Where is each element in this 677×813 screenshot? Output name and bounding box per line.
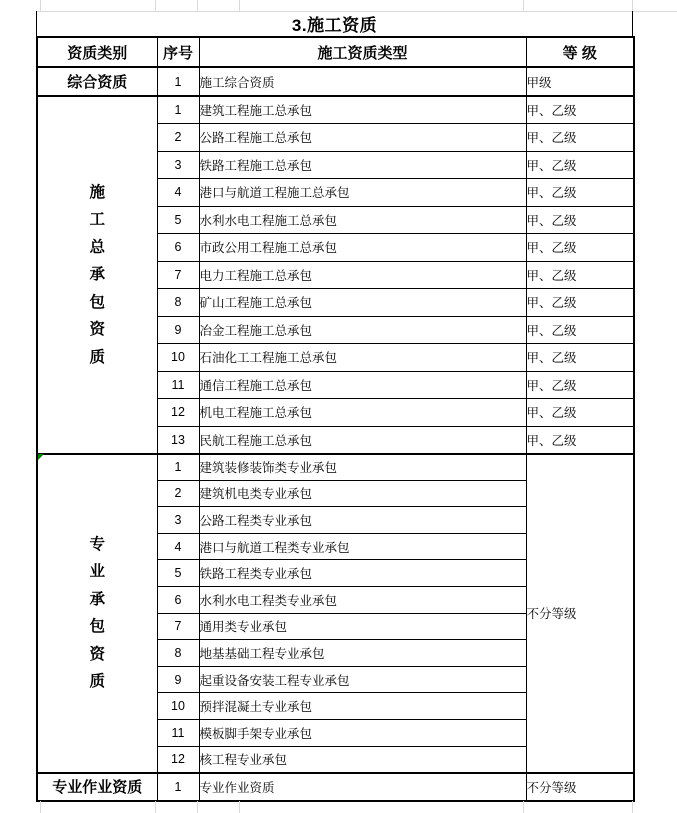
cell-seq[interactable]: 1 xyxy=(157,96,199,124)
cell-grade[interactable]: 甲、乙级 xyxy=(526,289,634,317)
cell-seq[interactable]: 5 xyxy=(157,560,199,587)
cell-seq[interactable]: 6 xyxy=(157,234,199,262)
cell-grade[interactable]: 甲、乙级 xyxy=(526,344,634,372)
cell-type[interactable]: 市政公用工程施工总承包 xyxy=(199,234,526,262)
cell-grade[interactable]: 甲、乙级 xyxy=(526,371,634,399)
cell-seq[interactable]: 1 xyxy=(157,773,199,801)
cell-type[interactable]: 港口与航道工程类专业承包 xyxy=(199,533,526,560)
cell-seq[interactable]: 7 xyxy=(157,613,199,640)
cell-type[interactable]: 电力工程施工总承包 xyxy=(199,261,526,289)
cell-grade[interactable]: 甲、乙级 xyxy=(526,151,634,179)
cell-seq[interactable]: 3 xyxy=(157,507,199,534)
cell-category[interactable]: 专业作业资质 xyxy=(37,773,157,801)
cell-grade[interactable]: 甲、乙级 xyxy=(526,234,634,262)
cell-type[interactable]: 民航工程施工总承包 xyxy=(199,426,526,454)
cell-seq[interactable]: 11 xyxy=(157,371,199,399)
cell-type[interactable]: 起重设备安装工程专业承包 xyxy=(199,666,526,693)
cell-type[interactable]: 建筑工程施工总承包 xyxy=(199,96,526,124)
cell-seq[interactable]: 9 xyxy=(157,666,199,693)
cell-seq[interactable]: 8 xyxy=(157,289,199,317)
grid-line xyxy=(632,801,633,813)
cell-type[interactable]: 港口与航道工程施工总承包 xyxy=(199,179,526,207)
col-header-type[interactable]: 施工资质类型 xyxy=(199,37,526,67)
cell-grade[interactable]: 不分等级 xyxy=(526,773,634,801)
header-row xyxy=(37,37,634,67)
comment-marker-icon xyxy=(38,454,44,460)
grid-line xyxy=(155,801,156,813)
cell-seq[interactable]: 9 xyxy=(157,316,199,344)
grid-line xyxy=(40,801,41,813)
cell-type[interactable]: 核工程专业承包 xyxy=(199,746,526,773)
grid-line xyxy=(239,801,240,813)
cell-type[interactable]: 专业作业资质 xyxy=(199,773,526,801)
cell-seq[interactable]: 6 xyxy=(157,586,199,613)
cell-seq[interactable]: 5 xyxy=(157,206,199,234)
cell-type[interactable]: 石油化工工程施工总承包 xyxy=(199,344,526,372)
cell-category-specialized[interactable] xyxy=(37,454,157,773)
cell-type[interactable]: 铁路工程类专业承包 xyxy=(199,560,526,587)
cell-grade[interactable]: 甲、乙级 xyxy=(526,96,634,124)
col-header-grade[interactable]: 等 级 xyxy=(526,37,634,67)
cell-type[interactable]: 预拌混凝土专业承包 xyxy=(199,693,526,720)
cell-type[interactable]: 水利水电工程类专业承包 xyxy=(199,586,526,613)
cell-seq[interactable]: 1 xyxy=(157,67,199,96)
cell-type[interactable]: 通用类专业承包 xyxy=(199,613,526,640)
cell-grade-merged[interactable]: 不分等级 xyxy=(526,454,634,773)
cell-type[interactable]: 公路工程施工总承包 xyxy=(199,124,526,152)
grid-line xyxy=(523,0,524,11)
cell-seq[interactable]: 10 xyxy=(157,344,199,372)
cell-seq[interactable]: 2 xyxy=(157,480,199,507)
cell-type[interactable]: 铁路工程施工总承包 xyxy=(199,151,526,179)
grid-line xyxy=(632,0,633,11)
cell-seq[interactable]: 1 xyxy=(157,454,199,481)
cell-seq[interactable]: 12 xyxy=(157,399,199,427)
col-header-seq[interactable]: 序号 xyxy=(157,37,199,67)
cell-grade[interactable]: 甲、乙级 xyxy=(526,206,634,234)
cell-seq[interactable]: 4 xyxy=(157,533,199,560)
grid-line xyxy=(197,801,198,813)
cell-seq[interactable]: 3 xyxy=(157,151,199,179)
cell-seq[interactable]: 2 xyxy=(157,124,199,152)
cell-grade[interactable]: 甲级 xyxy=(526,67,634,96)
cell-type[interactable]: 公路工程类专业承包 xyxy=(199,507,526,534)
table-row xyxy=(37,96,634,124)
cell-seq[interactable]: 7 xyxy=(157,261,199,289)
cell-grade[interactable]: 甲、乙级 xyxy=(526,399,634,427)
cell-category-general[interactable] xyxy=(37,96,157,454)
table-title[interactable]: 3.施工资质 xyxy=(36,11,633,36)
cell-seq[interactable]: 12 xyxy=(157,746,199,773)
cell-grade[interactable]: 甲、乙级 xyxy=(526,179,634,207)
cell-grade[interactable]: 甲、乙级 xyxy=(526,426,634,454)
cell-type[interactable]: 通信工程施工总承包 xyxy=(199,371,526,399)
cell-type[interactable]: 机电工程施工总承包 xyxy=(199,399,526,427)
grid-line xyxy=(197,0,198,11)
vertical-category-label: 专业承包资质 xyxy=(89,535,105,691)
vertical-category-label: 施工总承包资质 xyxy=(89,183,105,366)
cell-grade[interactable]: 甲、乙级 xyxy=(526,316,634,344)
cell-category[interactable]: 综合资质 xyxy=(37,67,157,96)
cell-seq[interactable]: 10 xyxy=(157,693,199,720)
cell-type[interactable]: 建筑机电类专业承包 xyxy=(199,480,526,507)
grid-line xyxy=(40,0,41,11)
cell-seq[interactable]: 11 xyxy=(157,719,199,746)
grid-line xyxy=(155,0,156,11)
table-row xyxy=(37,454,634,481)
cell-seq[interactable]: 13 xyxy=(157,426,199,454)
col-header-category[interactable]: 资质类别 xyxy=(37,37,157,67)
cell-grade[interactable]: 甲、乙级 xyxy=(526,124,634,152)
grid-line xyxy=(523,801,524,813)
table-row xyxy=(37,773,634,801)
cell-type[interactable]: 模板脚手架专业承包 xyxy=(199,719,526,746)
cell-type[interactable]: 建筑装修装饰类专业承包 xyxy=(199,454,526,481)
cell-type[interactable]: 施工综合资质 xyxy=(199,67,526,96)
table-row xyxy=(37,67,634,96)
qualification-table xyxy=(36,36,635,802)
cell-grade[interactable]: 甲、乙级 xyxy=(526,261,634,289)
cell-type[interactable]: 水利水电工程施工总承包 xyxy=(199,206,526,234)
cell-type[interactable]: 地基基础工程专业承包 xyxy=(199,640,526,667)
cell-type[interactable]: 冶金工程施工总承包 xyxy=(199,316,526,344)
grid-line xyxy=(239,0,240,11)
cell-seq[interactable]: 4 xyxy=(157,179,199,207)
cell-seq[interactable]: 8 xyxy=(157,640,199,667)
cell-type[interactable]: 矿山工程施工总承包 xyxy=(199,289,526,317)
